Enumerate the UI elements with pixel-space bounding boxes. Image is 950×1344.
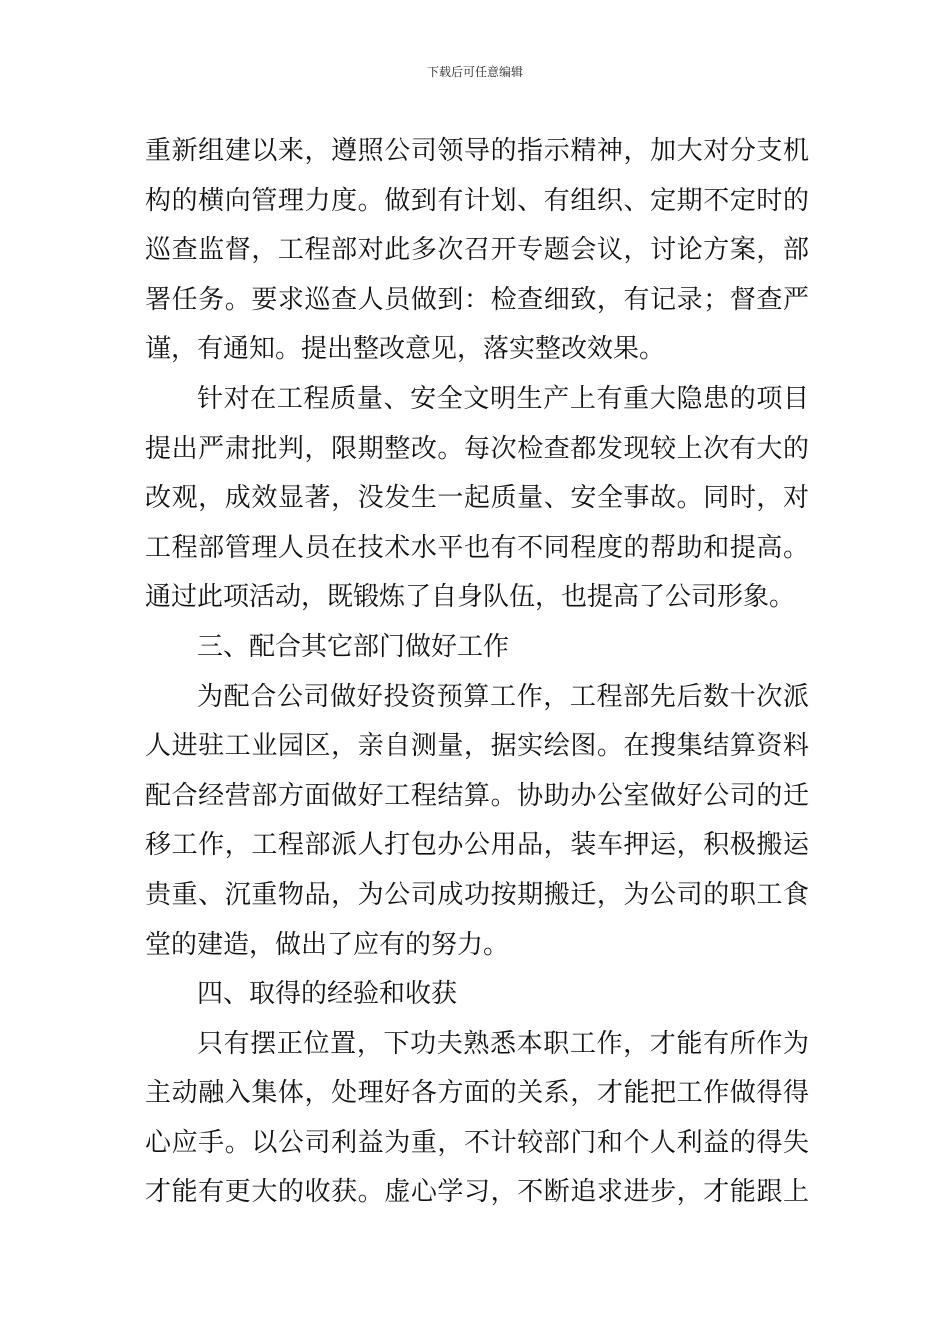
text-line: 心应手。以公司利益为重，不计较部门和个人利益的得失 — [145, 1127, 809, 1158]
paragraph-first-line: 为配合公司做好投资预算工作，工程部先后数十次派 — [197, 681, 809, 712]
text-line: 谨，有通知。提出整改意见，落实整改效果。 — [145, 334, 666, 365]
text-line: 提出严肃批判，限期整改。每次检查都发现较上次有大的 — [145, 433, 809, 464]
text-line: 工程部管理人员在技术水平也有不同程度的帮助和提高。 — [145, 532, 809, 563]
text-line: 通过此项活动，既锻炼了自身队伍，也提高了公司形象。 — [145, 582, 796, 613]
text-line: 堂的建造，做出了应有的努力。 — [145, 929, 510, 960]
text-line: 移工作，工程部派人打包办公用品，装车押运，积极搬运 — [145, 830, 809, 861]
text-line: 才能有更大的收获。虚心学习，不断追求进步，才能跟上 — [145, 1177, 809, 1208]
text-line: 署任务。要求巡查人员做到：检查细致，有记录；督查严 — [145, 284, 809, 315]
paragraph-first-line: 针对在工程质量、安全文明生产上有重大隐患的项目 — [197, 383, 809, 414]
text-line: 人进驻工业园区，亲自测量，据实绘图。在搜集结算资料 — [145, 731, 809, 762]
text-line: 改观，成效显著，没发生一起质量、安全事故。同时，对 — [145, 483, 809, 514]
body-text — [145, 127, 809, 1218]
text-line: 巡查监督，工程部对此多次召开专题会议，讨论方案，部 — [145, 235, 809, 266]
text-line: 主动融入集体，处理好各方面的关系，才能把工作做得得 — [145, 1078, 809, 1109]
text-line: 配合经营部方面做好工程结算。协助办公室做好公司的迁 — [145, 780, 809, 811]
text-line: 构的横向管理力度。做到有计划、有组织、定期不定时的 — [145, 185, 809, 216]
page-header: 下载后可任意编辑 — [426, 65, 523, 79]
paragraph-first-line: 只有摆正位置，下功夫熟悉本职工作，才能有所作为 — [197, 1028, 809, 1059]
text-line: 重新组建以来，遵照公司领导的指示精神，加大对分支机 — [145, 136, 809, 166]
section-heading: 四、取得的经验和收获 — [197, 979, 458, 1010]
text-line: 贵重、沉重物品，为公司成功按期搬迁，为公司的职工食 — [145, 879, 809, 910]
section-heading: 三、配合其它部门做好工作 — [197, 631, 510, 662]
